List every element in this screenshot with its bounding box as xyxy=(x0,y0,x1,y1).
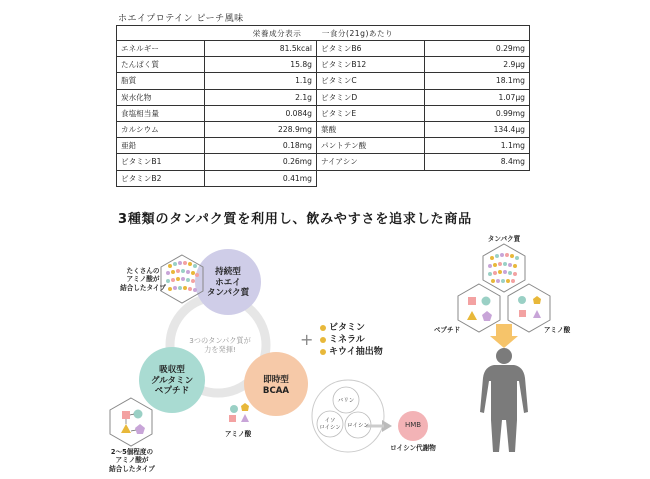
nutrient-name: ビタミンC xyxy=(317,73,425,89)
nutrient-value: 8.4mg xyxy=(425,154,530,170)
bullet-icon xyxy=(320,349,326,355)
nutrient-value: 0.41mg xyxy=(205,170,317,186)
nutrient-value: 134.4μg xyxy=(425,121,530,137)
valine-text: バリン xyxy=(337,398,355,404)
isoleucine-text: イソ ロイシン xyxy=(319,418,341,431)
nutrition-header-left: 栄養成分表示 xyxy=(252,28,302,38)
right-protein-label: タンパク質 xyxy=(487,235,521,243)
extras-list xyxy=(320,322,383,358)
nutrient-name: 食塩相当量 xyxy=(117,105,205,121)
nutrient-name: ビタミンB12 xyxy=(317,57,425,73)
amino-acid-label: アミノ酸 xyxy=(224,430,252,438)
nutrient-value: 2.1g xyxy=(205,89,317,105)
extra-item: ミネラル xyxy=(320,334,383,346)
center-caption: 3つのタンパク質が 力を発揮! xyxy=(189,336,251,354)
right-protein-chain-icon xyxy=(488,253,519,283)
whey-label: 持続型 ホエイ タンパク質 xyxy=(206,267,250,298)
nutrient-name: ビタミンB2 xyxy=(117,170,205,186)
nutrient-name: エネルギー xyxy=(117,41,205,57)
glutamine-label: 吸収型 グルタミン ペプチド xyxy=(150,365,194,396)
nutrient-value: 0.084g xyxy=(205,105,317,121)
nutrient-value: 0.18mg xyxy=(205,138,317,154)
leucine-text: ロイシン xyxy=(346,423,370,429)
right-peptide-hexagon xyxy=(458,284,500,332)
bullet-icon xyxy=(320,325,326,331)
nutrition-header-right: 一食分(21g)あたり xyxy=(321,28,394,38)
nutrient-value: 1.07μg xyxy=(425,89,530,105)
hmb-label: ロイシン代謝物 xyxy=(390,444,436,452)
nutrient-name: ビタミンE xyxy=(317,105,425,121)
right-protein-hexagon xyxy=(483,244,525,292)
nutrient-name: ビタミンB1 xyxy=(117,154,205,170)
nutrient-value: 2.9μg xyxy=(425,57,530,73)
nutrient-name: 炭水化物 xyxy=(117,89,205,105)
bcaa-label: 即時型 BCAA xyxy=(262,375,290,396)
nutrient-name: カルシウム xyxy=(117,121,205,137)
nutrient-value: 15.8g xyxy=(205,57,317,73)
hmb-text: HMB xyxy=(404,421,422,429)
nutrient-name: たんぱく質 xyxy=(117,57,205,73)
right-peptide-icon xyxy=(467,297,492,322)
nutrient-value: 0.26mg xyxy=(205,154,317,170)
nutrient-name: 葉酸 xyxy=(317,121,425,137)
amino-acid-shapes-icon xyxy=(229,403,249,422)
right-peptide-label: ペプチド xyxy=(433,326,461,334)
nutrient-value: 81.5kcal xyxy=(205,41,317,57)
nutrient-name: ビタミンD xyxy=(317,89,425,105)
nutrient-value: 0.99mg xyxy=(425,105,530,121)
nutrient-name: 脂質 xyxy=(117,73,205,89)
down-arrow-icon xyxy=(490,324,518,348)
nutrient-name: ナイアシン xyxy=(317,154,425,170)
nutrient-value: 1.1mg xyxy=(425,138,530,154)
nutrient-value: 18.1mg xyxy=(425,73,530,89)
right-amino-label: アミノ酸 xyxy=(543,326,571,334)
nutrient-name: 亜鉛 xyxy=(117,138,205,154)
plus-sign: + xyxy=(300,330,314,349)
nutrient-name: パントテン酸 xyxy=(317,138,425,154)
right-amino-hexagon xyxy=(508,284,550,332)
nutrient-name: ビタミンB6 xyxy=(317,41,425,57)
nutrient-value: 228.9mg xyxy=(205,121,317,137)
nutrient-value: 1.1g xyxy=(205,73,317,89)
human-body-icon xyxy=(480,348,528,452)
headline: 3種類のタンパク質を利用し、飲みやすさを追求した商品 xyxy=(118,212,472,227)
extra-item: キウイ抽出物 xyxy=(320,346,383,358)
peptide-note: 2～5個程度の アミノ酸が 結合したタイプ xyxy=(109,448,155,473)
peptide-molecule-icon xyxy=(121,410,145,435)
bullet-icon xyxy=(320,337,326,343)
extra-item: ビタミン xyxy=(320,322,383,334)
nutrient-value: 0.29mg xyxy=(425,41,530,57)
peptide-hexagon xyxy=(110,398,152,446)
whey-note: たくさんの アミノ酸が 結合したタイプ xyxy=(120,267,166,292)
right-amino-icon xyxy=(518,296,541,318)
product-title: ホエイプロテイン ピーチ風味 xyxy=(118,14,244,24)
